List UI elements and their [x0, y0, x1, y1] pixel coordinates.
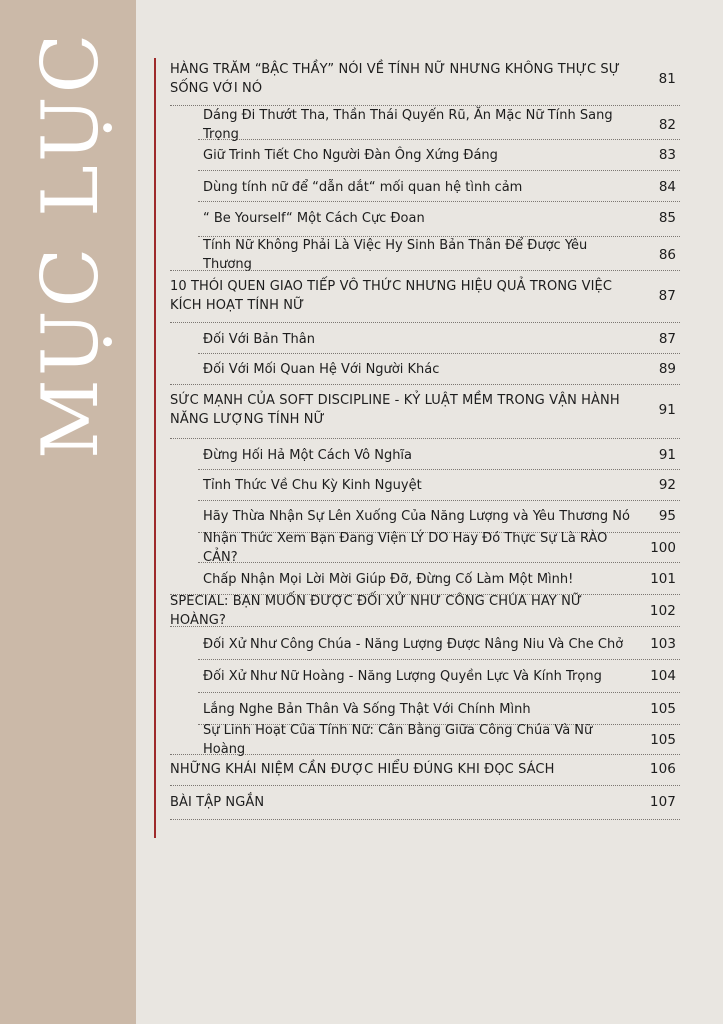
divider [170, 626, 680, 627]
toc-title: BÀI TẬP NGẮN [170, 794, 265, 810]
toc-item[interactable] [203, 176, 676, 198]
toc-title: SPECIAL: BẠN MUỐN ĐƯỢC ĐỐI XỬ NHƯ CÔNG CHÚA HAY NỮ HOÀNG? [170, 594, 583, 628]
divider [170, 754, 680, 755]
toc-page: 107 [649, 793, 676, 810]
toc-title: Tính Nữ Không Phải Là Việc Hy Sinh Bản Thân Để Được Yêu Thương [203, 238, 588, 272]
toc-title: Dùng tính nữ để “dẫn dắt“ mối quan hệ tình cảm [203, 179, 523, 195]
toc-title: Đối Xử Như Nữ Hoàng - Năng Lượng Quyền Lực Và Kính Trọng [203, 668, 602, 684]
toc-section[interactable] [170, 758, 676, 780]
toc-page: 105 [650, 700, 676, 717]
toc-page: 83 [658, 146, 676, 163]
toc-page: 87 [658, 287, 676, 304]
toc-page: 95 [658, 507, 676, 524]
toc-item[interactable] [203, 108, 676, 142]
toc-item[interactable] [203, 633, 676, 655]
toc-item[interactable] [203, 698, 676, 720]
divider [170, 438, 680, 439]
toc-page: 100 [650, 539, 676, 556]
toc-page: 105 [650, 731, 676, 748]
toc-page: 101 [650, 570, 676, 587]
toc-page: 84 [658, 178, 676, 195]
divider [198, 469, 680, 470]
toc-title: “ Be Yourself“ Một Cách Cực Đoan [203, 210, 425, 226]
toc-section[interactable] [170, 276, 676, 316]
toc-title: Sự Linh Hoạt Của Tính Nữ: Cân Bằng Giữa Công Chúa Và Nữ Hoàng [203, 723, 593, 757]
divider [198, 353, 680, 354]
toc-section[interactable] [170, 594, 676, 628]
divider [170, 270, 680, 271]
divider [198, 170, 680, 171]
toc-item[interactable] [203, 444, 676, 466]
toc-page: 103 [650, 635, 676, 652]
toc-page: 91 [658, 401, 676, 418]
toc-title: Giữ Trinh Tiết Cho Người Đàn Ông Xứng Đáng [203, 147, 498, 163]
toc-page: 81 [658, 70, 676, 87]
divider [198, 659, 680, 660]
toc-title: SỨC MẠNH CỦA SOFT DISCIPLINE - KỶ LUẬT MỀM TRONG VẬN HÀNH NĂNG LƯỢNG TÍNH NỮ [170, 393, 620, 427]
toc-item[interactable] [203, 568, 676, 590]
toc-page: 89 [658, 360, 676, 377]
divider [198, 500, 680, 501]
toc-title: Lắng Nghe Bản Thân Và Sống Thật Với Chính Mình [203, 701, 531, 717]
toc-section[interactable] [170, 791, 676, 813]
toc-item[interactable] [203, 207, 676, 229]
toc-title: Đối Xử Như Công Chúa - Năng Lượng Được Nâng Niu Và Che Chở [203, 636, 624, 652]
toc-page: 91 [658, 446, 676, 463]
toc-page: 102 [649, 602, 676, 619]
toc-title: Đối Với Bản Thân [203, 331, 316, 347]
toc-item[interactable] [203, 505, 676, 527]
divider [170, 785, 680, 786]
toc-item[interactable] [203, 144, 676, 166]
toc-item[interactable] [203, 531, 676, 565]
toc-title: NHỮNG KHÁI NIỆM CẦN ĐƯỢC HIỂU ĐÚNG KHI ĐỌC SÁCH [170, 761, 555, 777]
toc-page: 85 [658, 209, 676, 226]
divider [198, 562, 680, 563]
toc-title: Đừng Hối Hả Một Cách Vô Nghĩa [203, 447, 413, 463]
toc-page: 86 [658, 246, 676, 263]
toc-title: Dáng Đi Thướt Tha, Thần Thái Quyến Rũ, Ăn Mặc Nữ Tính Sang Trọng [203, 108, 613, 142]
toc-item[interactable] [203, 328, 676, 350]
divider [198, 692, 680, 693]
toc-item[interactable] [203, 358, 676, 380]
toc-page: 87 [658, 330, 676, 347]
toc-title: Đối Với Mối Quan Hệ Với Người Khác [203, 361, 440, 377]
toc-page: 92 [658, 476, 676, 493]
toc-item[interactable] [203, 474, 676, 496]
toc-item[interactable] [203, 723, 676, 757]
divider [170, 384, 680, 385]
toc-title: Chấp Nhận Mọi Lời Mời Giúp Đỡ, Đừng Cố Làm Một Mình! [203, 571, 574, 587]
toc-section[interactable] [170, 390, 676, 430]
toc-page: 82 [658, 116, 676, 133]
toc-page: 104 [650, 667, 676, 684]
toc-title: Nhận Thức Xem Bạn Đang Viện LÝ DO Hay Đó Thực Sự Là RÀO CẢN? [203, 531, 608, 565]
toc-section[interactable] [170, 60, 676, 98]
divider [170, 819, 680, 820]
toc-title: Tỉnh Thức Về Chu Kỳ Kinh Nguyệt [203, 477, 422, 493]
toc-page: 106 [649, 760, 676, 777]
divider [198, 201, 680, 202]
divider [198, 139, 680, 140]
toc-title: HÀNG TRĂM “BẬC THẦY” NÓI VỀ TÍNH NỮ NHƯNG KHÔNG THỰC SỰ SỐNG VỚI NÓ [170, 62, 620, 96]
toc-item[interactable] [203, 665, 676, 687]
toc-title: 10 THÓI QUEN GIAO TIẾP VÔ THỨC NHƯNG HIỆU QUẢ TRONG VIỆC KÍCH HOẠT TÍNH NỮ [170, 279, 612, 313]
toc-item[interactable] [203, 238, 676, 272]
toc-title: Hãy Thừa Nhận Sự Lên Xuống Của Năng Lượng và Yêu Thương Nó [203, 508, 630, 524]
page-title: MỤC LỤC [26, 30, 116, 460]
divider [170, 322, 680, 323]
